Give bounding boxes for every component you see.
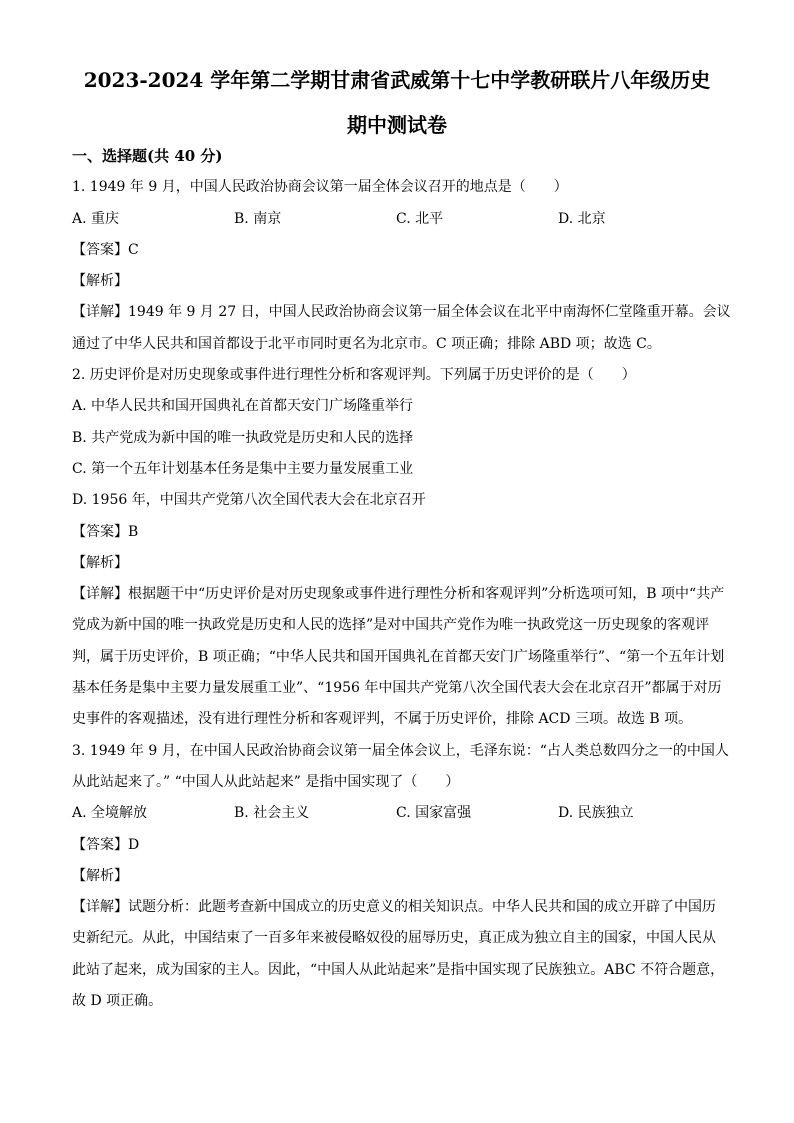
detail-line: 【详解】试题分析：此题考查新中国成立的历史意义的相关知识点。中华人民共和国的成立开辟了中国历 [72, 899, 716, 916]
detail-line: 【详解】根据题干中“历史评价是对历史现象或事件进行理性分析和客观评判”分析选项可知，B 项中“共产 [72, 586, 725, 603]
analysis-label: 【解析】 [72, 554, 128, 571]
detail-line: 判，属于历史评价，B 项正确；“中华人民共和国开国典礼在首都天安门广场隆重举行”、“第一个五年计划 [72, 648, 725, 665]
detail-line: 此站了起来，成为国家的主人。因此，“中国人从此站起来”是指中国实现了民族独立。ABC 不符合题意， [72, 961, 725, 978]
option-d: D. 1956 年，中国共产党第八次全国代表大会在北京召开 [72, 492, 426, 509]
exam-content [72, 141, 732, 1017]
question-stem: 从此站起来了。” “中国人从此站起来” 是指中国实现了（ ） [72, 773, 460, 790]
option-b: B. 南京 [234, 210, 282, 227]
option-b: B. 共产党成为新中国的唯一执政党是历史和人民的选择 [72, 429, 414, 446]
analysis-label: 【解析】 [72, 867, 128, 884]
options-row [72, 798, 732, 829]
question-stem: 1. 1949 年 9 月，中国人民政治协商会议第一届全体会议召开的地点是（ ） [72, 179, 568, 196]
option-c: C. 第一个五年计划基本任务是集中主要力量发展重工业 [72, 460, 414, 477]
option-d: D. 北京 [558, 210, 606, 227]
option-b: B. 社会主义 [234, 805, 310, 822]
answer: 【答案】B [72, 523, 139, 540]
question-3 [72, 736, 732, 1018]
option-a: A. 重庆 [72, 210, 120, 227]
question-stem: 2. 历史评价是对历史现象或事件进行理性分析和客观评判。下列属于历史评价的是（ ） [72, 367, 636, 384]
option-d: D. 民族独立 [558, 805, 634, 822]
options-row [72, 204, 732, 235]
detail-line: 史新纪元。从此，中国结束了一百多年来被侵略奴役的屈辱历史，真正成为独立自主的国家，中国人民从 [72, 930, 716, 947]
option-a: A. 中华人民共和国开国典礼在首都天安门广场隆重举行 [72, 398, 414, 415]
answer: 【答案】C [72, 241, 139, 258]
question-1 [72, 172, 732, 360]
detail-line: 故 D 项正确。 [72, 993, 163, 1010]
section-heading: 一、选择题(共 40 分) [72, 147, 223, 165]
detail-line: 通过了中华人民共和国首都设于北平市同时更名为北京市。C 项正确；排除 ABD 项；故选 C。 [72, 335, 661, 352]
question-2 [72, 360, 732, 736]
analysis-label: 【解析】 [72, 273, 128, 290]
answer: 【答案】D [72, 836, 140, 853]
detail-line: 史事件的客观描述，没有进行理性分析和客观评判，不属于历史评价，排除 ACD 三项。故选 B 项。 [72, 711, 693, 728]
detail-line: 【详解】1949 年 9 月 27 日，中国人民政治协商会议第一届全体会议在北平中南海怀仁堂隆重开幕。会议 [72, 304, 731, 321]
option-c: C. 国家富强 [396, 805, 472, 822]
question-stem: 3. 1949 年 9 月，在中国人民政治协商会议第一届全体会议上，毛泽东说：“占人类总数四分之一的中国人 [72, 742, 729, 759]
exam-title [0, 58, 794, 148]
detail-line: 党成为新中国的唯一执政党是历史和人民的选择”是对中国共产党作为唯一执政党这一历史现象的客观评 [72, 617, 710, 634]
option-c: C. 北平 [396, 210, 444, 227]
title-line-2: 期中测试卷 [347, 113, 447, 137]
title-line-1: 2023-2024 学年第二学期甘肃省武威第十七中学教研联片八年级历史 [83, 68, 711, 92]
option-a: A. 全境解放 [72, 805, 148, 822]
detail-line: 基本任务是集中主要力量发展重工业”、“1956 年中国共产党第八次全国代表大会在北京召开”都属于对历 [72, 680, 722, 697]
